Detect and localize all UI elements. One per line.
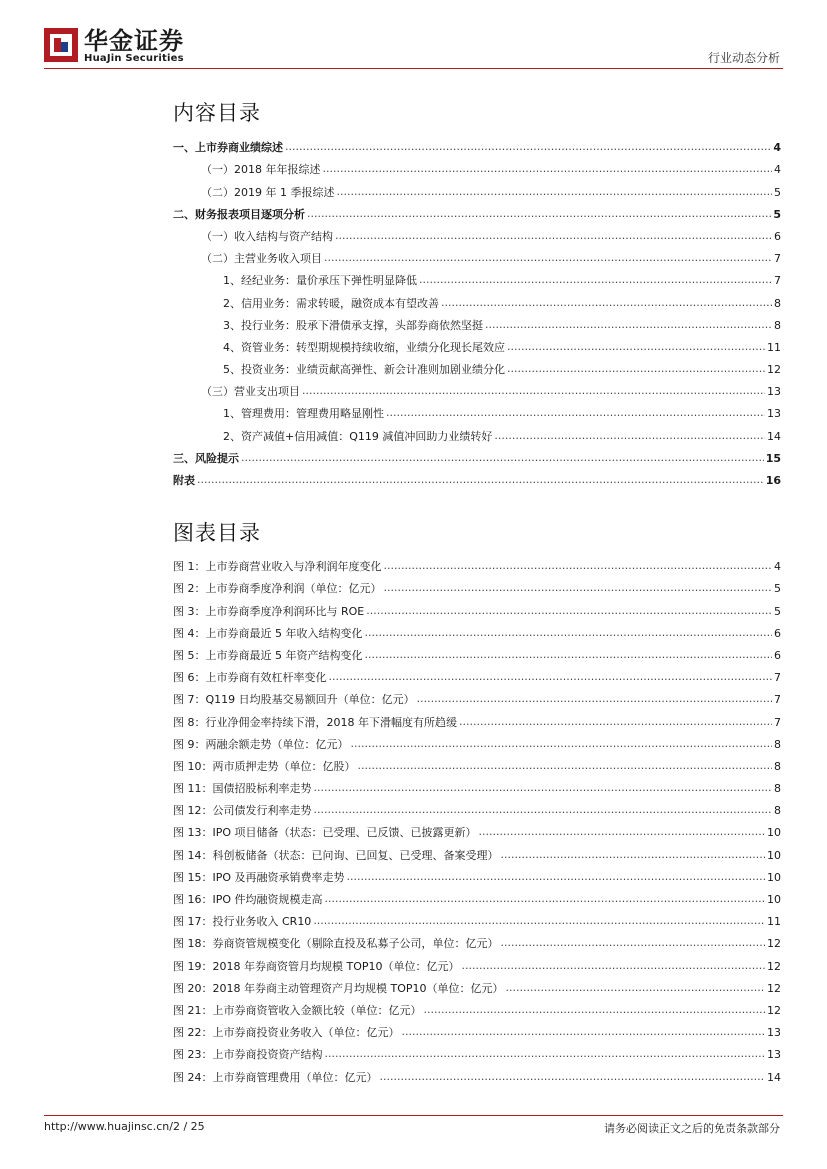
entry-title: 图 22：上市券商投资业务收入（单位：亿元） xyxy=(173,1026,400,1040)
leader-dots xyxy=(506,981,766,995)
figure-entry[interactable] xyxy=(173,1018,781,1040)
figure-entry[interactable] xyxy=(173,685,781,707)
leader-dots xyxy=(336,185,772,199)
toc-entry[interactable] xyxy=(173,288,781,310)
brand-name-en: HuaJin Securities xyxy=(84,53,184,64)
entry-title: 图 20：2018 年券商主动管理资产月均规模 TOP10（单位：亿元） xyxy=(173,981,504,995)
figure-entry[interactable] xyxy=(173,1040,781,1062)
entry-title: 图 7：Q119 日均股基交易额回升（单位：亿元） xyxy=(173,693,415,707)
leader-dots xyxy=(347,870,765,884)
footer-url-page: http://www.huajinsc.cn/2 / 25 xyxy=(44,1120,205,1133)
entry-page-number: 14 xyxy=(767,429,781,443)
leader-dots xyxy=(314,781,773,795)
entry-page-number: 8 xyxy=(774,782,781,796)
leader-dots xyxy=(325,1047,766,1061)
toc-entry[interactable] xyxy=(173,355,781,377)
leader-dots xyxy=(307,207,771,221)
entry-title: 图 19：2018 年券商资管月均规模 TOP10（单位：亿元） xyxy=(173,959,460,973)
leader-dots xyxy=(285,140,771,154)
leader-dots xyxy=(314,803,773,817)
entry-title: 图 6：上市券商有效杠杆率变化 xyxy=(173,671,327,685)
entry-page-number: 12 xyxy=(767,1003,781,1017)
figure-entry[interactable] xyxy=(173,996,781,1018)
entry-title: 3、投行业务：股承下滑债承支撑，头部券商依然坚挺 xyxy=(223,318,483,332)
leader-dots xyxy=(324,251,772,265)
entry-page-number: 8 xyxy=(774,296,781,310)
entry-title: 图 8：行业净佣金率持续下滑，2018 年下滑幅度有所趋缓 xyxy=(173,715,457,729)
huajin-logo-icon xyxy=(44,28,78,62)
toc-entry[interactable] xyxy=(173,444,781,466)
leader-dots xyxy=(402,1025,766,1039)
entry-page-number: 13 xyxy=(767,1048,781,1062)
toc-entry[interactable] xyxy=(173,200,781,222)
figure-entry[interactable] xyxy=(173,619,781,641)
figure-entry[interactable] xyxy=(173,796,781,818)
entry-page-number: 7 xyxy=(774,252,781,266)
leader-dots xyxy=(329,670,773,684)
figure-entry[interactable] xyxy=(173,574,781,596)
entry-page-number: 5 xyxy=(774,185,781,199)
toc-title: 内容目录 xyxy=(173,101,261,125)
leader-dots xyxy=(351,737,773,751)
entry-title: （三）营业支出项目 xyxy=(201,385,300,399)
toc-entry[interactable] xyxy=(173,244,781,266)
entry-title: 图 12：公司债发行利率走势 xyxy=(173,804,312,818)
entry-page-number: 8 xyxy=(774,804,781,818)
entry-title: （二）2019 年 1 季报综述 xyxy=(201,185,335,199)
entry-page-number: 14 xyxy=(767,1070,781,1084)
entry-title: 4、资管业务：转型期规模持续收缩，业绩分化现长尾效应 xyxy=(223,340,505,354)
figure-entry[interactable] xyxy=(173,1062,781,1084)
header-divider xyxy=(44,68,783,69)
entry-title: 图 5：上市券商最近 5 年资产结构变化 xyxy=(173,648,363,662)
entry-title: 图 11：国债招股标利率走势 xyxy=(173,782,312,796)
entry-title: （一）收入结构与资产结构 xyxy=(201,229,333,243)
figure-entry[interactable] xyxy=(173,752,781,774)
entry-page-number: 7 xyxy=(774,274,781,288)
entry-title: 附表 xyxy=(173,474,195,487)
leader-dots xyxy=(313,914,765,928)
brand-logo xyxy=(44,28,234,68)
entry-title: 图 2：上市券商季度净利润（单位：亿元） xyxy=(173,582,382,596)
entry-title: 图 18：券商资管规模变化（剔除直投及私募子公司，单位：亿元） xyxy=(173,937,499,951)
entry-title: （二）主营业务收入项目 xyxy=(201,252,322,266)
leader-dots xyxy=(459,715,772,729)
leader-dots xyxy=(424,1003,766,1017)
figure-entry[interactable] xyxy=(173,774,781,796)
entry-page-number: 6 xyxy=(774,648,781,662)
entry-page-number: 4 xyxy=(774,560,781,574)
leader-dots xyxy=(419,273,772,287)
entry-page-number: 4 xyxy=(774,163,781,177)
entry-title: 5、投资业务：业绩贡献高弹性、新会计准则加剧业绩分化 xyxy=(223,363,505,377)
entry-page-number: 13 xyxy=(767,1026,781,1040)
toc-entry[interactable] xyxy=(173,266,781,288)
figure-entry[interactable] xyxy=(173,951,781,973)
leader-dots xyxy=(507,340,765,354)
entry-page-number: 10 xyxy=(767,893,781,906)
figure-entry[interactable] xyxy=(173,929,781,951)
entry-page-number: 5 xyxy=(774,604,781,618)
entry-page-number: 16 xyxy=(765,474,781,487)
entry-page-number: 11 xyxy=(767,915,781,929)
entry-page-number: 4 xyxy=(773,141,781,155)
entry-title: （一）2018 年年报综述 xyxy=(201,163,321,177)
entry-title: 2、资产减值+信用减值：Q119 减值冲回助力业绩转好 xyxy=(223,429,493,443)
leader-dots xyxy=(380,1070,766,1084)
entry-title: 二、财务报表项目逐项分析 xyxy=(173,207,305,221)
entry-page-number: 11 xyxy=(767,340,781,354)
leader-dots xyxy=(462,959,766,973)
leader-dots xyxy=(323,162,773,176)
entry-title: 图 4：上市券商最近 5 年收入结构变化 xyxy=(173,626,363,640)
entry-title: 图 16：IPO 件均融资规模走高 xyxy=(173,893,323,906)
toc-entry[interactable] xyxy=(173,421,781,443)
entry-title: 图 3：上市券商季度净利润环比与 ROE xyxy=(173,604,365,618)
figure-entry[interactable] xyxy=(173,840,781,862)
entry-title: 图 15：IPO 及再融资承销费率走势 xyxy=(173,870,345,884)
entry-page-number: 12 xyxy=(767,937,781,951)
entry-page-number: 6 xyxy=(774,626,781,640)
entry-title: 图 17：投行业务收入 CR10 xyxy=(173,915,312,929)
entry-page-number: 12 xyxy=(767,363,781,377)
entry-page-number: 5 xyxy=(773,207,781,221)
toc-entry[interactable] xyxy=(173,466,781,488)
leader-dots xyxy=(358,759,773,773)
entry-title: 图 23：上市券商投资资产结构 xyxy=(173,1048,323,1062)
leader-dots xyxy=(494,429,765,443)
entry-title: 图 1：上市券商营业收入与净利润年度变化 xyxy=(173,560,382,574)
leader-dots xyxy=(384,559,773,573)
figure-entry[interactable] xyxy=(173,641,781,663)
entry-page-number: 6 xyxy=(774,229,781,243)
entry-page-number: 7 xyxy=(774,671,781,685)
toc-entry[interactable] xyxy=(173,333,781,355)
toc-list xyxy=(173,133,781,488)
leader-dots xyxy=(501,936,766,950)
figure-entry[interactable] xyxy=(173,730,781,752)
leader-dots xyxy=(197,473,764,487)
figure-entry[interactable] xyxy=(173,974,781,996)
entry-title: 三、风险提示 xyxy=(173,451,239,465)
figure-entry[interactable] xyxy=(173,552,781,574)
entry-page-number: 5 xyxy=(774,582,781,596)
entry-title: 图 24：上市券商管理费用（单位：亿元） xyxy=(173,1070,378,1084)
leader-dots xyxy=(365,626,773,640)
leader-dots xyxy=(417,692,772,706)
entry-page-number: 12 xyxy=(767,959,781,973)
entry-page-number: 10 xyxy=(767,848,781,862)
figure-entry[interactable] xyxy=(173,707,781,729)
entry-page-number: 10 xyxy=(767,870,781,884)
entry-title: 1、经纪业务：量价承压下弹性明显降低 xyxy=(223,274,417,288)
entry-title: 图 9：两融余额走势（单位：亿元） xyxy=(173,737,349,751)
leader-dots xyxy=(384,581,773,595)
toc-entry[interactable] xyxy=(173,222,781,244)
entry-page-number: 10 xyxy=(767,826,781,840)
footer-divider xyxy=(44,1115,783,1116)
toc-entry[interactable] xyxy=(173,399,781,421)
leader-dots xyxy=(386,406,765,420)
toc-entry[interactable] xyxy=(173,155,781,177)
entry-page-number: 7 xyxy=(774,715,781,729)
entry-title: 图 13：IPO 项目储备（状态：已受理、已反馈、已披露更新） xyxy=(173,826,477,840)
figure-entry[interactable] xyxy=(173,907,781,929)
toc-entry[interactable] xyxy=(173,133,781,155)
leader-dots xyxy=(365,648,773,662)
leader-dots xyxy=(335,229,772,243)
report-type: 行业动态分析 xyxy=(707,51,780,65)
entry-page-number: 8 xyxy=(774,318,781,332)
figure-entry[interactable] xyxy=(173,596,781,618)
toc-entry[interactable] xyxy=(173,177,781,199)
entry-title: 1、管理费用：管理费用略显刚性 xyxy=(223,407,384,421)
entry-page-number: 8 xyxy=(774,759,781,773)
figure-entry[interactable] xyxy=(173,885,781,907)
figure-entry[interactable] xyxy=(173,818,781,840)
toc-entry[interactable] xyxy=(173,311,781,333)
brand-name-cn: 华金证券 xyxy=(84,27,184,55)
figures-list xyxy=(173,552,781,1085)
entry-page-number: 13 xyxy=(767,385,781,399)
leader-dots xyxy=(507,362,765,376)
leader-dots xyxy=(302,384,765,398)
leader-dots xyxy=(325,892,765,906)
leader-dots xyxy=(441,296,772,310)
entry-page-number: 15 xyxy=(765,451,781,465)
entry-title: 一、上市券商业绩综述 xyxy=(173,141,283,155)
toc-entry[interactable] xyxy=(173,377,781,399)
leader-dots xyxy=(501,848,766,862)
entry-title: 图 14：科创板储备（状态：已问询、已回复、已受理、备案受理） xyxy=(173,848,499,862)
leader-dots xyxy=(366,604,772,618)
figures-title: 图表目录 xyxy=(173,521,261,545)
entry-title: 图 21：上市券商资管收入金额比较（单位：亿元） xyxy=(173,1003,422,1017)
leader-dots xyxy=(479,825,765,839)
entry-title: 图 10：两市质押走势（单位：亿股） xyxy=(173,759,356,773)
entry-title: 2、信用业务：需求转暖，融资成本有望改善 xyxy=(223,296,439,310)
leader-dots xyxy=(241,451,764,465)
entry-page-number: 8 xyxy=(774,737,781,751)
figure-entry[interactable] xyxy=(173,863,781,885)
entry-page-number: 13 xyxy=(767,407,781,421)
footer-disclaimer: 请务必阅读正文之后的免责条款部分 xyxy=(604,1122,780,1135)
leader-dots xyxy=(485,318,772,332)
figure-entry[interactable] xyxy=(173,663,781,685)
entry-page-number: 7 xyxy=(774,693,781,707)
entry-page-number: 12 xyxy=(767,981,781,995)
